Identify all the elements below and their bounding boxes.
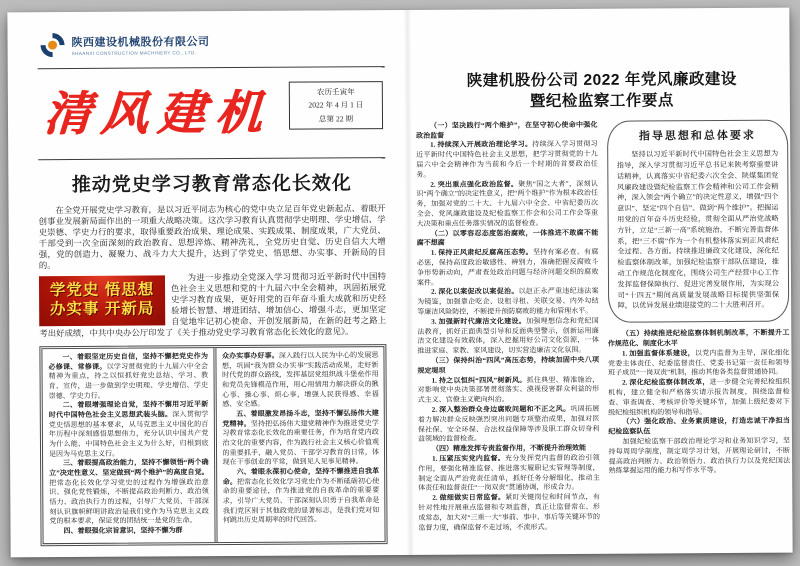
- section-head: （五）持续推进纪检监察体制机制改革，不断提升工作规范化、制度化水平: [607, 328, 790, 348]
- slogan-line-2: 办实事 开新局: [49, 300, 155, 318]
- section-paragraph: 1. 持续深入开展政治理论学习。持续深入学习贯彻习近平新时代中国特色社会主义思想，把学习贯彻党的十九届六中全会精神作为当前和今后一个时期的首要政治任务。: [416, 140, 598, 179]
- slogan-badge: [39, 275, 165, 326]
- company-name-en: SHAANXI CONSTRUCTION MACHINERY CO., LTD.: [71, 50, 197, 57]
- guiding-principles-title: 指导思想和总体要求: [638, 129, 756, 143]
- section-paragraph: 3. 加强新时代廉洁文化建设。加强理想信念和党纪国法教育，抓好正面典型引导和反面典型警示，创新运用廉洁文化建设有效载体，深入挖掘用好公司文化资源，一体推进家庭、家教、家风建设，切实营造廉洁文化氛围。: [417, 316, 599, 356]
- slogan-line-1: 学党史 悟思想: [49, 281, 155, 300]
- company-names: [71, 33, 209, 56]
- center-fold: [403, 10, 414, 555]
- section-paragraph: 2. 深化以案促改以案促治。以赵正永严重违纪违法案为镜鉴，加强靠企吃企、设租寻租、关联交易、内外勾结等廉洁风险防控，不断提升预防腐败的能力和管理水平。: [417, 287, 599, 316]
- measures-column-left: [42, 348, 214, 543]
- section-head: （二）以零容忍态度惩治腐败，一体推进不敢腐不能腐不想腐: [416, 228, 599, 248]
- title-row: [38, 67, 386, 155]
- right-page-column-1: [416, 121, 600, 534]
- guiding-principles-text: 坚持以习近平新时代中国特色社会主义思想为指导，深入学习贯彻习近平总书记来陕考察重要讲话精神，认真落实中省纪委六次全会、陕煤集团党风廉政建设暨纪检监察工作会精神和公司工作会精神，深入领会“两个确立”的决定性意义，增强“四个意识”、坚定“四个自信”、做到“两个维护”。把握运用党的百年奋斗历史经验，贯彻全面从严治党战略方针，立足“三新一高”系统施治，不断完善监督体系，把“三不腐”作为一个有机整体落实到正风肃纪全过程、各方面。持续推进廉政文化建设，深化纪检监察体制改革，加强纪检监察干部队伍建设，推动工作规范化制度化，围绕公司生产经营中心工作发挥监督保障执行、促进完善发展作用，为实现公司“十四五”期间高质量发展战略目标提供坚强保障，以优异发展业绩迎接党的二十大胜利召开。: [616, 149, 780, 311]
- left-page-headline: 推动党史学习教育常态化长效化: [71, 173, 352, 197]
- intro-paragraph-1: 在全党开展党史学习教育，是以习近平同志为核心的党中央立足百年党史新起点、着眼开创事业发展新局面作出的一项重大战略决策。这次学习教育认真贯彻学史明理、学史增信、学史崇德、学史力行的要求，取得重要政治成果、理论成果、实践成果、制度成果，广大党员、干部受到一次全面深刻的政治教育、思想淬炼、精神洗礼，全党历史自觉、历史自信大大增强，党的创造力、凝聚力、战斗力大大提升，达到了学党史、悟思想、办实事、开新局的目的。: [38, 204, 386, 271]
- newspaper-sheet: [7, 8, 792, 558]
- section-paragraph: 1. 压紧压实党内监督。充分发挥党内监督的政治引领作用，要强化精准监督、推进落实履职记实管理等制度，制定全面从严治党责任清单，抓好任务分解细化，推动主体责任和监督责任“一岗双责”贯通协调，形成合力。: [418, 453, 600, 493]
- headline-line-1: 陕建机股份公司 2022 年党风廉政建设: [466, 70, 737, 90]
- section-paragraph: 2. 深入整治群众身边腐败问题和不正之风。巩固拓展着力解决群众反映强烈突出问题专项整治成果，加强对医保社保、安全环保、合法权益保障等涉及职工群众切身利益领域的监督检查。: [417, 404, 600, 444]
- section-paragraph: 加强纪检监察干部政治理论学习和业务知识学习，坚持每周周学制度，制定周学习计划，开展理论研讨，不断提高政治判断力、政治领悟力、政治执行力以及党纪国法熟练掌握运用的能力和写作水平等。: [608, 436, 791, 476]
- section-paragraph: 2. 做细做实日常监督。紧盯关键岗位和时间节点，有针对性地开展重点监督和专项监督，真正让监督常在、形成常态，加大对“三重一大”事前、事中、事后等关键环节的监督力度，确保监督不走过场，不流形式。: [418, 492, 600, 532]
- intro-paragraph-2-wrap: [39, 271, 386, 340]
- section-paragraph: 1. 持之以恒纠“四风”树新风。抓住典型、精准施治，对影响党中央决策部署贯彻落实、漠视侵害群众利益的形式主义、官僚主义靶向纠治。: [417, 375, 600, 405]
- right-page-headline: [416, 70, 788, 114]
- section-head: （六）强化政治、业务素质建设，打造忠诚干净担当纪检监察队伍: [608, 416, 790, 436]
- section-paragraph: 2. 深化纪检监察体制改革，进一步健全完善纪检组织机构，建立健全和严格落实请示报告制度，围绕监督检查、审查调查、考核评价等关键环节，加强上级纪委对下级纪检组织机构的领导和指导。: [608, 377, 790, 417]
- issue-date: 2022 年 4 月 1 日: [308, 100, 364, 110]
- paper-title: 清风建机: [41, 85, 274, 143]
- lunar-year: 农历壬寅年: [316, 86, 355, 97]
- measures-box: [39, 344, 387, 546]
- headline-line-2: 暨纪检监察工作要点: [529, 92, 674, 111]
- company-name-cn: 陕西建设机械股份有限公司: [71, 36, 210, 50]
- intro-paragraph-2: 为进一步推动全党深入学习贯彻习近平新时代中国特色社会主义思想和党的十九届六中全会精神，巩固拓展党史学习教育成果，更好用党的百年奋斗重大成就和历史经验增长智慧、增进团结、增加信心、增强斗志，更加坚定自觉地牢记初心使命、开创发展新局，在新的赶考之路上考出好成绩，中共中央办公厅印发了《关于推动党史学习教育常态化长效化的意见》。: [39, 271, 387, 339]
- measure-item: 六、着眼永葆初心使命，坚持不懈推进自我革命。把常态化长效化学习党史作为不断砥砺初心使命的重要途径，作为推进党的自我革命的重要要求，引导广大党员、干部深刻认识勇于自我革命是我们党区别于其他政党的显著标志，是我们党对如何跳出历史周期率的时代回答。: [222, 467, 380, 525]
- date-box: [289, 81, 383, 130]
- measures-column-right: [213, 347, 385, 542]
- section-paragraph: 1. 保持正风肃纪反腐高压态势。坚持有案必查、有腐必惩，保持高度政治敏感性、辨别力，准确把握反腐败斗争形势新动向，严肃查处政治问题与经济问题交织的腐败案件。: [416, 247, 599, 287]
- measure-item: 众办实事办好事。深入践行以人民为中心的发展思想，巩固“我为群众办实事”实践活动成果，走好新时代党的群众路线，发挥基层党组织战斗堡垒作用和党员先锋模范作用，用心用情用力解决群众的揪心事、操心事、烦心事，增强人民获得感、幸福感、安全感。: [221, 351, 379, 409]
- right-page-columns: [416, 119, 791, 533]
- masthead-divider: [38, 157, 385, 160]
- section-paragraph: 1. 加强监督体系建设，以党内监督为主导，深化细化党委主体责任、纪委监督责任、党委书记第一责任和领导班子成员“一岗双责”机制，推动其他各类监督贯通协同。: [607, 348, 790, 378]
- measure-item: 三、着眼提高政治能力，坚持不懈领悟“两个确立”决定性意义、坚定做到“两个维护”的高度自觉。把常态化长效化学习党史的过程作为增强政治意识、强化党性锻炼，不断提高政治判断力、政治领悟力、政治执行力的过程，引导广大党员、干部深刻认识旗帜鲜明讲政治是我们党作为马克思主义政党的根本要求，保证党的团结统一是党的生命。: [49, 458, 209, 526]
- right-page: [416, 70, 791, 534]
- masthead: [37, 26, 384, 69]
- guiding-principles-box: [607, 119, 790, 322]
- measure-item: 四、着眼强化宗旨意识，坚持不懈为群: [63, 526, 183, 535]
- measure-item: 一、着眼坚定历史自信，坚持不懈把党史作为必修课、常修课。以学习贯彻党的十九届六中全会精神为重点，持之以恒抓好党史总结、学习、教育、宣传，进一步做到学史明理、学史增信、学史崇德、学史力行。: [48, 352, 209, 400]
- section-head: （四）精准发挥专责监督作用，不断提升治理效能: [431, 444, 587, 453]
- company-logo-icon: [39, 32, 65, 58]
- issue-number: 总第 22 期: [318, 114, 354, 124]
- section-head: （一）坚决践行“两个维护”，在坚守初心使命中强化政治监督: [416, 120, 598, 140]
- right-page-column-2: [607, 119, 791, 532]
- measure-item: 五、着眼激发昂扬斗志，坚持不懈弘扬伟大建党精神。坚持把弘扬伟大建党精神作为推进党史学习教育常态化长效化的重要任务，作为培育党内政治文化的重要内容，作为践行社会主义核心价值观的重要抓手，融入党员、干部学习教育的日常，体现在干事创业的平常，做到见人见事见精神。: [222, 409, 380, 467]
- left-page-body: [39, 203, 387, 339]
- left-page: [37, 26, 387, 546]
- measure-item: 二、着眼增强理论自觉，坚持不懈用习近平新时代中国特色社会主义思想武装头脑。深入贯彻学党史悟思想的基本要求，从马克思主义中国化的百年历程中深刻感悟思想伟力，充分认识中国共产党为什么能、中国特色社会主义为什么好，归根到底是因为马克思主义行。: [48, 400, 209, 458]
- section-head: （三）保持纠治“四风”高压态势，持续加固中央八项规定堤坝: [417, 355, 600, 375]
- section-paragraph: 2. 突出重点强化政治监督。聚焦“国之大者”，深刻认识“两个确立”的决定性意义，把“两个维护”作为根本政治任务，加强对党的二十大、十九届六中全会、中省纪委历次全会、党风廉政建设及纪检监察工作会和公司工作会等重大决策和重点任务落实情况的监督检查。: [416, 179, 599, 228]
